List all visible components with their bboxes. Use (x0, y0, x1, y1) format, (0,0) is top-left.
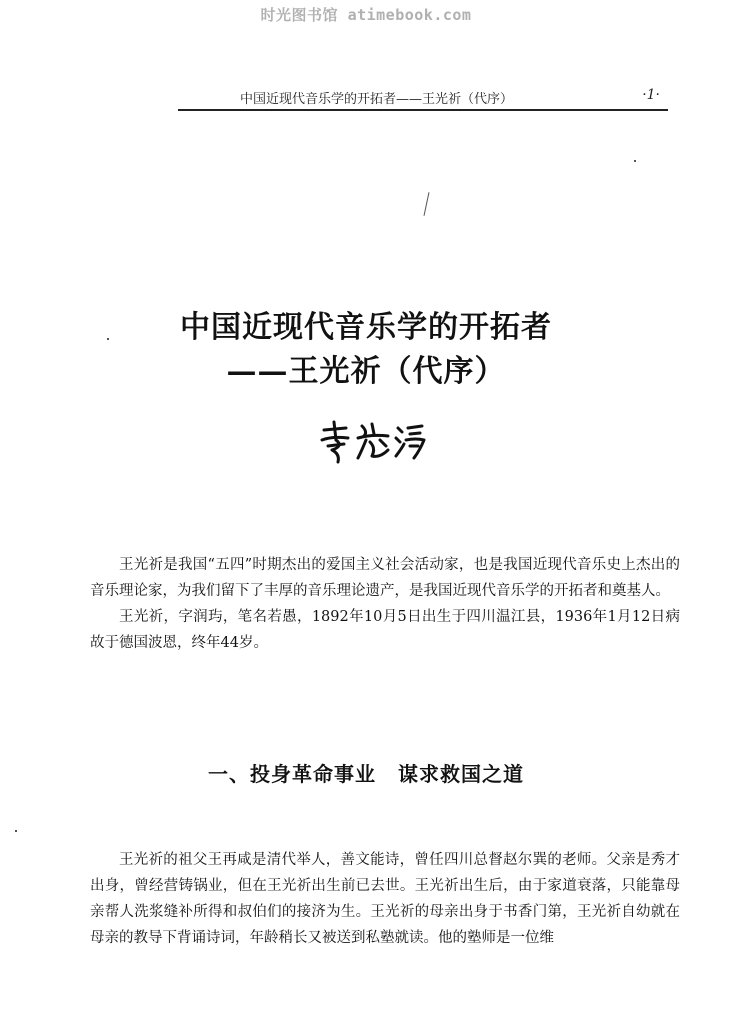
page-number: ·1· (642, 87, 660, 103)
running-head (178, 88, 668, 110)
section-text (90, 847, 680, 951)
article-title: 中国近现代音乐学的开拓者 (180, 310, 552, 345)
intro-text (90, 552, 680, 656)
watermark: 时光图书馆 atimebook.com (260, 6, 472, 24)
scan-speck (15, 830, 17, 832)
article-subtitle: ——王光祈（代序） (226, 354, 506, 389)
section-heading-part2: 谋求救国之道 (398, 762, 524, 786)
scan-speck (424, 192, 430, 216)
header-rule (178, 109, 668, 111)
running-head-title: 中国近现代音乐学的开拓者——王光祈（代序） (240, 92, 514, 107)
intro-paragraph: 王光祈是我国“五四”时期杰出的爱国主义社会活动家，也是我国近现代音乐史上杰出的音乐理论家，为我们留下了丰厚的音乐理论遗产，是我国近现代音乐学的开拓者和奠基人。 (90, 557, 680, 599)
intro-paragraph: 王光祈，字润玙，笔名若愚，1892年10月5日出生于四川温江县，1936年1月12日病故于德国波恩，终年44岁。 (90, 609, 680, 651)
section-heading (0, 758, 732, 787)
scan-speck (634, 160, 636, 162)
author-signature (318, 420, 428, 468)
section-paragraph: 王光祈的祖父王再咸是清代举人，善文能诗，曾任四川总督赵尔巽的老师。父亲是秀才出身，曾经营铸锅业，但在王光祈出生前已去世。王光祈出生后，由于家道衰落，只能靠母亲帮人洗浆缝补所得和叔伯们的接济为生。王光祈的母亲出身于书香门第，王光祈自幼就在母亲的教导下背诵诗词，年龄稍长又被送到私塾就读。他的塾师是一位维 (90, 852, 680, 946)
section-heading-part1: 一、投身革命事业 (208, 762, 376, 786)
handwritten-signature-image (318, 420, 428, 464)
